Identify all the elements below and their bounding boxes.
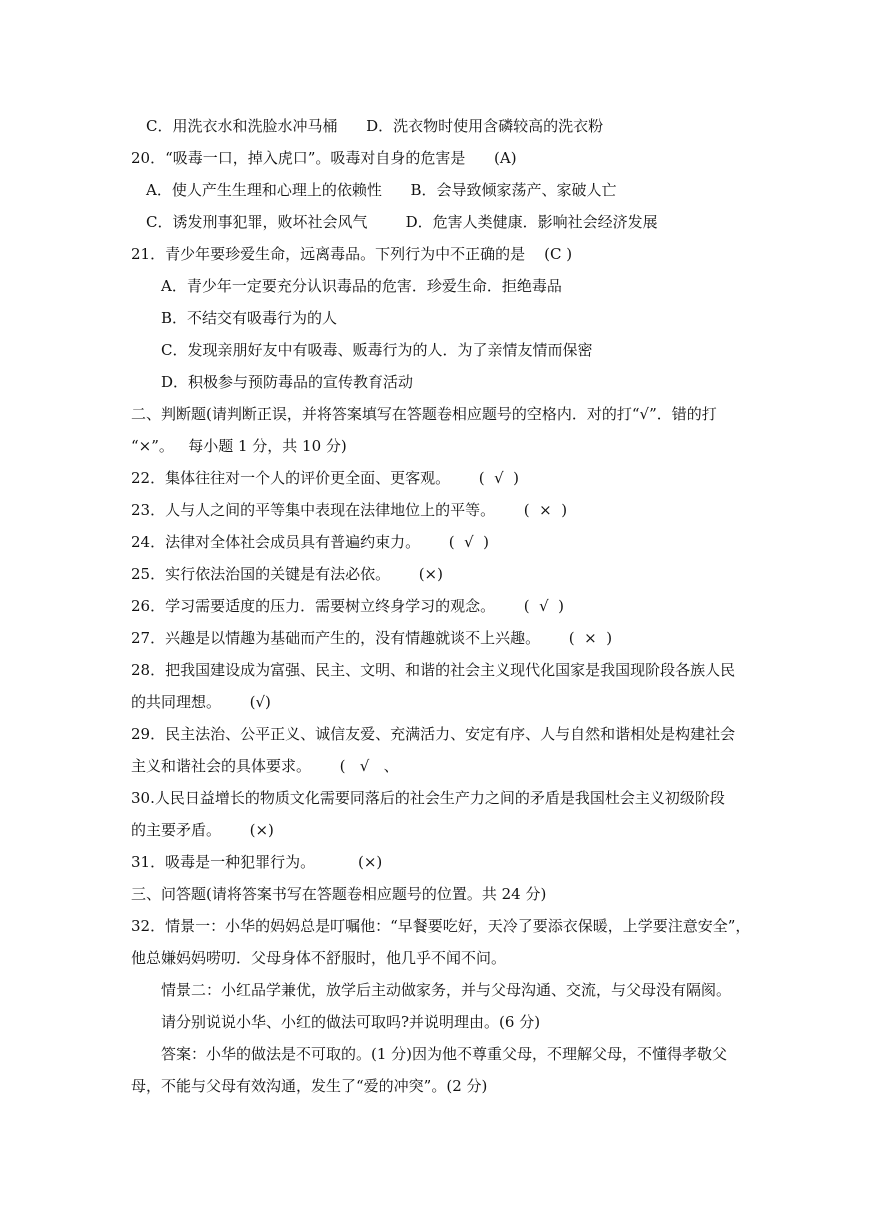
text-line: D．积极参与预防毒品的宣传教育活动 — [161, 373, 414, 391]
text-line: 26．学习需要适度的压力．需要树立终身学习的观念。 ( √ ) — [131, 597, 565, 615]
text-line: 27．兴趣是以情趣为基础而产生的，没有情趣就谈不上兴趣。 ( × ) — [131, 629, 613, 647]
answer-text: 答案：小华的做法是不可取的。(1 分)因为他不尊重父母，不理解父母，不懂得孝敬父 — [161, 1045, 728, 1063]
text-line: 他总嫌妈妈唠叨．父母身体不舒服时，他几乎不闻不问。 — [131, 949, 507, 967]
text-line: 31．吸毒是一种犯罪行为。 (×) — [131, 853, 383, 871]
text-line: 24．法律对全体社会成员具有普遍约束力。 ( √ ) — [131, 533, 490, 551]
text-line: 21．青少年要珍爱生命，远离毒品。下列行为中不正确的是 (C ) — [131, 245, 573, 263]
text-line: 28．把我国建设成为富强、民主、文明、和谐的社会主义现代化国家是我国现阶段各族人民 — [131, 661, 736, 679]
text-line: 请分别说说小华、小红的做法可取吗?并说明理由。(6 分) — [161, 1013, 541, 1031]
text-line: C．发现亲朋好友中有吸毒、贩毒行为的人．为了亲情友情而保密 — [161, 341, 593, 359]
answer-text: 母，不能与父母有效沟通，发生了“爱的冲突”。(2 分) — [131, 1077, 488, 1095]
text-line: 29．民主法治、公平正义、诚信友爱、充满活力、安定有序、人与自然和谐相处是构建社会 — [131, 725, 736, 743]
text-line: 的共同理想。 (√) — [131, 693, 271, 711]
text-line: 32．情景一：小华的妈妈总是叮嘱他：“早餐要吃好，天冷了要添衣保暖，上学要注意安全”， — [131, 917, 751, 935]
section-heading: 二、判断题(请判断正误，并将答案填写在答题卷相应题号的空格内．对的打“√”．错的打 — [131, 405, 717, 423]
text-line: C．用洗衣水和洗脸水冲马桶 D．洗衣物时使用含磷较高的洗衣粉 — [146, 117, 604, 135]
text-line: 20．“吸毒一口，掉入虎口”。吸毒对自身的危害是 (A) — [131, 149, 517, 167]
text-line: “×”。 每小题 1 分，共 10 分) — [131, 437, 347, 455]
text-line: 25．实行依法治国的关键是有法必依。 (×) — [131, 565, 443, 583]
text-line: C．诱发刑事犯罪，败坏社会风气 D．危害人类健康．影响社会经济发展 — [146, 213, 658, 231]
text-line: 22．集体往往对一个人的评价更全面、更客观。 ( √ ) — [131, 469, 520, 487]
text-line: B．不结交有吸毒行为的人 — [161, 309, 338, 327]
text-line: 30.人民日益增长的物质文化需要同落后的社会生产力之间的矛盾是我国杜会主义初级阶段 — [131, 789, 725, 807]
text-line: 的主要矛盾。 (×) — [131, 821, 274, 839]
text-line: A．使人产生生理和心理上的依赖性 B．会导致倾家荡产、家破人亡 — [146, 181, 617, 199]
text-line: 情景二：小红品学兼优，放学后主动做家务，并与父母沟通、交流，与父母没有隔阂。 — [161, 981, 732, 999]
text-line: 主义和谐社会的具体要求。 ( √ 、 — [131, 757, 399, 775]
text-line: A．青少年一定要充分认识毒品的危害．珍爱生命．拒绝毒品 — [161, 277, 562, 295]
section-heading: 三、问答题(请将答案书写在答题卷相应题号的位置。共 24 分) — [131, 885, 547, 903]
text-line: 23．人与人之间的平等集中表现在法律地位上的平等。 ( × ) — [131, 501, 568, 519]
